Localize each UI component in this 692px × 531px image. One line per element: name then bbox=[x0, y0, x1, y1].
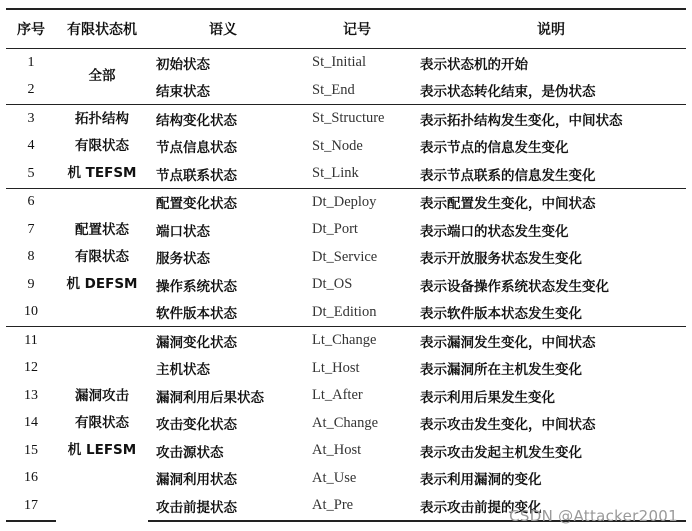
row-symbol: At_Pre bbox=[298, 492, 416, 521]
row-index: 10 bbox=[24, 304, 38, 320]
row-semantic: 初始状态 bbox=[156, 56, 210, 73]
header-semantic: 语义 bbox=[148, 9, 298, 49]
row-description: 表示攻击发起主机发生变化 bbox=[420, 444, 582, 461]
row-symbol: Lt_Host bbox=[312, 359, 360, 376]
group-label: 全部 bbox=[88, 68, 116, 84]
row-index: 17 bbox=[6, 492, 56, 521]
group-label: 有限状态 bbox=[75, 137, 129, 154]
row-symbol: Dt_OS bbox=[312, 276, 353, 293]
row-semantic: 软件版本状态 bbox=[156, 306, 237, 323]
watermark: CSDN @Attacker2001 bbox=[509, 507, 678, 525]
row-description: 表示软件版本状态发生变化 bbox=[420, 306, 582, 323]
row-index: 15 bbox=[24, 442, 38, 458]
row-semantic: 漏洞利用后果状态 bbox=[156, 389, 264, 406]
row-symbol: Dt_Edition bbox=[312, 303, 377, 320]
row-index: 5 bbox=[27, 165, 35, 181]
group-label: 机 DEFSM bbox=[66, 275, 138, 292]
row-description: 表示漏洞发生变化，中间状态 bbox=[416, 327, 686, 355]
group-label: 漏洞攻击 bbox=[75, 388, 129, 405]
row-semantic: 端口状态 bbox=[156, 223, 210, 240]
row-symbol: Dt_Service bbox=[312, 248, 378, 265]
row-symbol: St_Link bbox=[312, 165, 359, 182]
row-index: 1 bbox=[27, 54, 35, 70]
row-index: 3 bbox=[6, 105, 56, 133]
row-description: 表示利用漏洞的变化 bbox=[420, 472, 542, 489]
group-all bbox=[56, 49, 148, 105]
header-symbol: 记号 bbox=[298, 9, 416, 49]
group-defsm bbox=[56, 188, 148, 327]
row-symbol: Lt_After bbox=[312, 387, 363, 404]
row-description: 表示端口的状态发生变化 bbox=[420, 223, 569, 240]
row-index: 13 bbox=[24, 387, 38, 403]
row-symbol: At_Change bbox=[312, 414, 379, 431]
row-symbol: At_Host bbox=[312, 442, 362, 459]
group-label: 机 TEFSM bbox=[67, 164, 137, 181]
table-row bbox=[6, 188, 686, 216]
row-description: 表示设备操作系统状态发生变化 bbox=[420, 278, 609, 295]
header-description: 说明 bbox=[416, 9, 686, 49]
header-index: 序号 bbox=[6, 9, 56, 49]
group-label: 拓扑结构 bbox=[75, 110, 129, 127]
row-semantic: 配置变化状态 bbox=[148, 188, 298, 216]
fsm-state-table bbox=[6, 8, 686, 522]
row-index: 11 bbox=[6, 327, 56, 355]
row-description: 表示开放服务状态发生变化 bbox=[420, 251, 582, 268]
row-index: 12 bbox=[24, 360, 38, 376]
row-symbol: St_Initial bbox=[312, 54, 366, 71]
table-row bbox=[6, 327, 686, 355]
row-index: 4 bbox=[27, 138, 35, 154]
row-index: 8 bbox=[27, 249, 35, 265]
row-description: 表示节点联系的信息发生变化 bbox=[420, 167, 596, 184]
row-index: 2 bbox=[27, 82, 35, 98]
row-semantic: 服务状态 bbox=[156, 251, 210, 268]
group-lefsm bbox=[56, 327, 148, 521]
row-semantic: 漏洞利用状态 bbox=[156, 472, 237, 489]
row-semantic: 操作系统状态 bbox=[156, 278, 237, 295]
row-description: 表示配置发生变化，中间状态 bbox=[416, 188, 686, 216]
row-semantic: 漏洞变化状态 bbox=[148, 327, 298, 355]
header-fsm: 有限状态机 bbox=[56, 9, 148, 49]
row-index: 7 bbox=[27, 221, 35, 237]
row-semantic: 攻击前提状态 bbox=[148, 492, 298, 521]
group-label: 有限状态 bbox=[75, 415, 129, 432]
row-semantic: 结构变化状态 bbox=[148, 105, 298, 133]
row-description: 表示状态转化结束，是伪状态 bbox=[420, 84, 596, 101]
row-symbol: St_Node bbox=[312, 137, 363, 154]
row-index: 14 bbox=[24, 415, 38, 431]
row-description: 表示漏洞所在主机发生变化 bbox=[420, 362, 582, 379]
row-semantic: 节点联系状态 bbox=[156, 167, 237, 184]
row-description: 表示节点的信息发生变化 bbox=[420, 140, 569, 157]
group-tefsm bbox=[56, 105, 148, 189]
row-semantic: 主机状态 bbox=[156, 362, 210, 379]
row-description: 表示攻击前提的变化 bbox=[416, 492, 686, 521]
row-index: 9 bbox=[27, 276, 35, 292]
row-description: 表示攻击发生变化，中间状态 bbox=[420, 417, 596, 434]
group-label: 有限状态 bbox=[75, 248, 129, 265]
group-label: 配置状态 bbox=[75, 221, 129, 238]
row-symbol: St_End bbox=[312, 81, 355, 98]
row-description: 表示利用后果发生变化 bbox=[420, 389, 555, 406]
row-index: 16 bbox=[24, 470, 38, 486]
row-symbol: Dt_Port bbox=[312, 221, 358, 238]
row-symbol: St_Structure bbox=[298, 105, 416, 133]
row-description: 表示状态机的开始 bbox=[420, 56, 528, 73]
row-symbol: At_Use bbox=[312, 469, 357, 486]
row-semantic: 攻击变化状态 bbox=[156, 417, 237, 434]
row-symbol: Lt_Change bbox=[298, 327, 416, 355]
table-row bbox=[6, 49, 686, 77]
row-index: 6 bbox=[6, 188, 56, 216]
row-semantic: 节点信息状态 bbox=[156, 140, 237, 157]
row-symbol: Dt_Deploy bbox=[298, 188, 416, 216]
group-label: 机 LEFSM bbox=[67, 442, 137, 459]
row-description: 表示拓扑结构发生变化，中间状态 bbox=[416, 105, 686, 133]
table-row bbox=[6, 105, 686, 133]
row-semantic: 结束状态 bbox=[156, 84, 210, 101]
header-row bbox=[6, 9, 686, 49]
row-semantic: 攻击源状态 bbox=[156, 444, 224, 461]
